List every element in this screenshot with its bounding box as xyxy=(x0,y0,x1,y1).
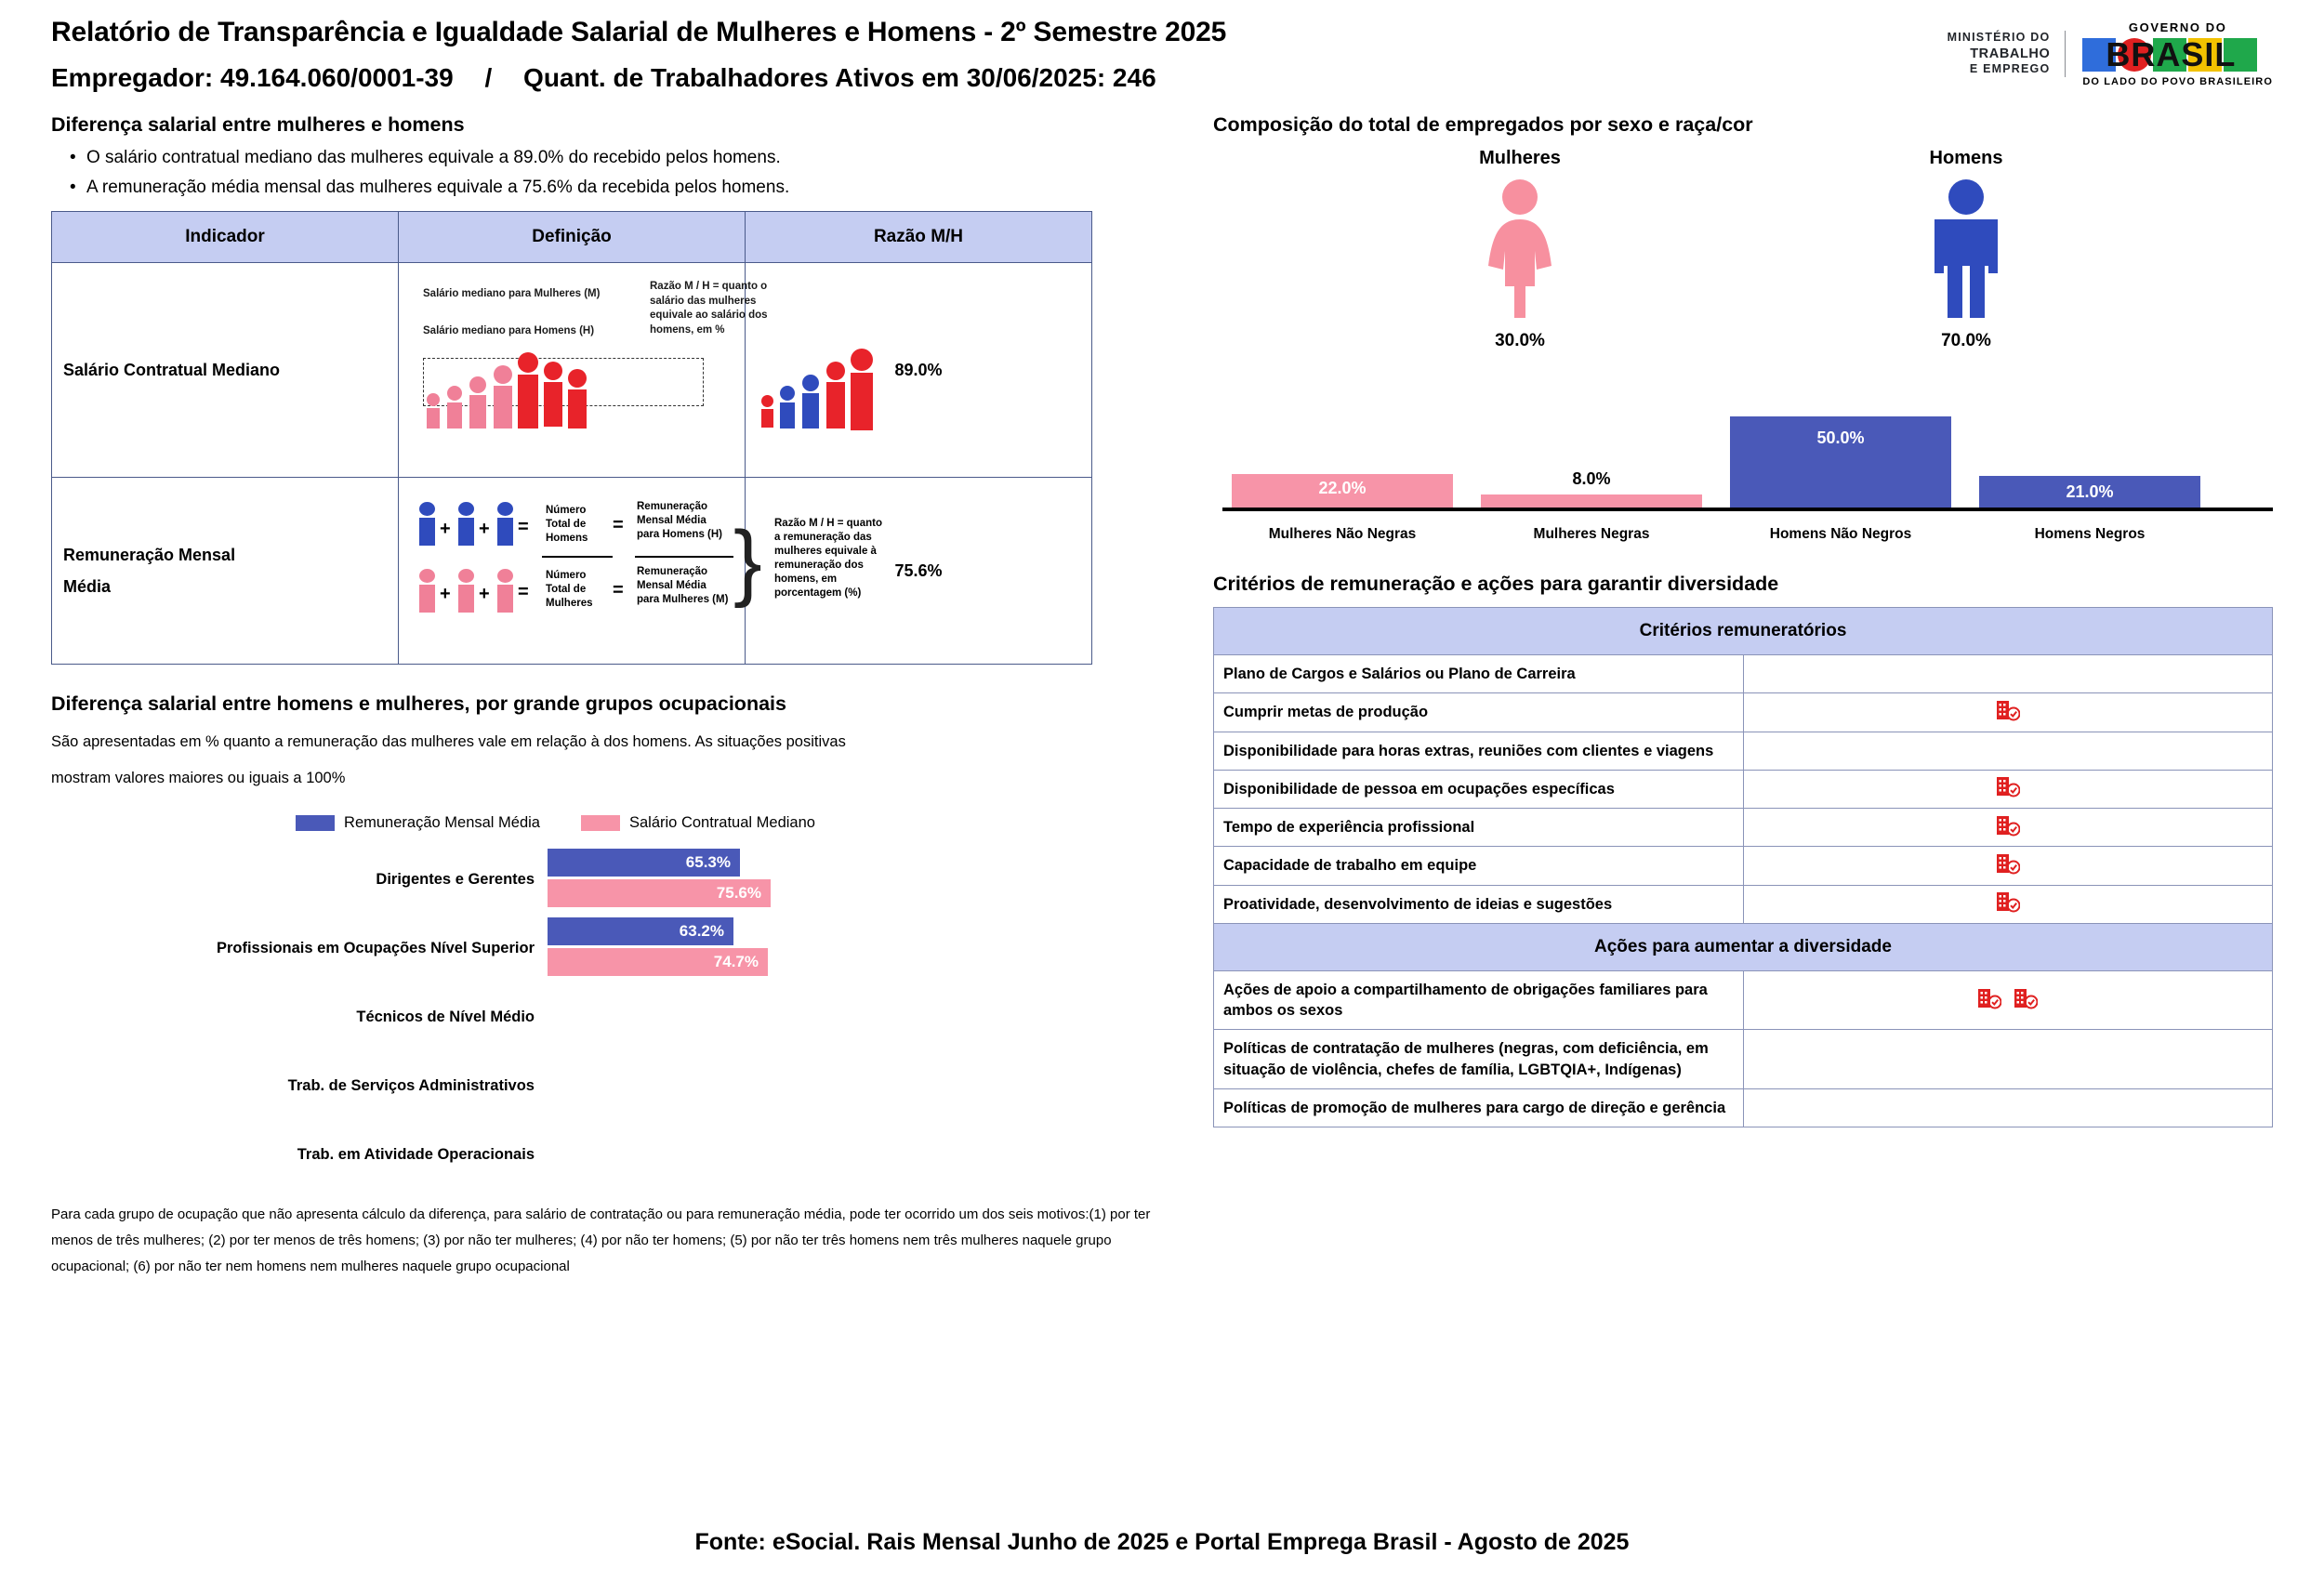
fraction-line-1 xyxy=(542,556,613,558)
equals-sign: = xyxy=(518,582,529,602)
salary-gap-bullet-1: • O salário contratual mediano das mulheres equivale a 89.0% do recebido pelos homens. xyxy=(86,148,1171,168)
salary-gap-title: Diferença salarial entre mulheres e homens xyxy=(51,113,465,136)
criteria-title: Critérios de remuneração e ações para garantir diversidade xyxy=(1213,573,1779,595)
col-ratio: Razão M/H xyxy=(746,212,1092,263)
check-building-icon xyxy=(1996,851,2020,876)
indicator-name-avg-remuneration xyxy=(52,478,399,665)
check-building-icon xyxy=(1977,986,2001,1010)
table-row xyxy=(1214,732,2273,770)
check-building-icon xyxy=(1996,890,2020,914)
pictogram-person xyxy=(447,386,462,429)
race-label-homens-negros: Homens Negros xyxy=(2034,526,2146,542)
women-figure-wrap xyxy=(1380,178,1659,318)
criteria-row-label-1: Plano de Cargos e Salários ou Plano de Carreira xyxy=(1214,655,1744,693)
occupational-title: Diferença salarial entre homens e mulheres, por grande grupos ocupacionais xyxy=(51,692,786,715)
race-chart-axis xyxy=(1222,508,2273,511)
occ-label-administrativos: Trab. de Serviços Administrativos xyxy=(287,1076,535,1094)
median-salary-diagram xyxy=(406,272,768,468)
occ-bars-administrativos xyxy=(548,1052,1171,1119)
criteria-row-label-4: Disponibilidade de pessoa em ocupações específicas xyxy=(1214,770,1744,808)
pictogram-person xyxy=(497,569,513,613)
occ-row-dirigentes xyxy=(51,845,1171,914)
indicator-name-median-salary: Salário Contratual Mediano xyxy=(52,263,399,478)
fraction-line-2 xyxy=(635,556,733,558)
race-value-homens-nao-negros: 50.0% xyxy=(1816,429,1865,447)
occupational-note-line2: mostram valores maiores ou iguais a 100% xyxy=(51,770,346,786)
criteria-row-mark-5 xyxy=(1743,809,2273,847)
race-label-mulheres-nao-negras: Mulheres Não Negras xyxy=(1268,526,1417,542)
left-column xyxy=(51,113,1171,1279)
occ-bars-tecnicos xyxy=(548,983,1171,1050)
pictogram-person xyxy=(419,569,435,613)
occupational-legend xyxy=(51,814,1171,832)
indicator-name-line2: Média xyxy=(63,577,112,596)
composition-title: Composição do total de empregados por sexo e raça/cor xyxy=(1213,113,1753,136)
gov-logo-brasil xyxy=(2082,36,2259,73)
actions-header-label: Ações para aumentar a diversidade xyxy=(1214,923,2273,970)
pictogram-person xyxy=(469,376,486,429)
diagram-dashed-box xyxy=(423,358,704,406)
criteria-row-mark-2 xyxy=(1743,693,2273,732)
women-label: Mulheres xyxy=(1479,148,1561,168)
table-row xyxy=(1214,809,2273,847)
diagram-label-men-median: Salário mediano para Homens (H) xyxy=(423,325,595,336)
pictogram-person xyxy=(419,502,435,546)
source-footer: Fonte: eSocial. Rais Mensal Junho de 2025 e Portal Emprega Brasil - Agosto de 2025 xyxy=(694,1529,1630,1555)
plus-sign: + xyxy=(440,519,451,539)
criteria-row-label-3: Disponibilidade para horas extras, reuniões com clientes e viagens xyxy=(1214,732,1744,770)
occ-label-profissionais: Profissionais em Ocupações Nível Superior xyxy=(216,939,535,956)
race-bar-homens-negros: 21.0% xyxy=(1979,476,2200,508)
legend-swatch-blue xyxy=(296,815,335,831)
indicator-ratio-median-salary: 89.0% xyxy=(746,263,1092,478)
legend-label-avg-remuneration: Remuneração Mensal Média xyxy=(344,814,540,831)
indicator-ratio-avg-remuneration: 75.6% xyxy=(746,478,1092,665)
salary-gap-bullets xyxy=(51,148,1171,198)
report-header xyxy=(51,0,2273,93)
occ-label-tecnicos: Técnicos de Nível Médio xyxy=(356,1008,535,1025)
pictogram-person xyxy=(497,502,513,546)
occ-bars-operacionais xyxy=(548,1121,1171,1188)
criteria-row-label-5: Tempo de experiência profissional xyxy=(1214,809,1744,847)
brace-symbol: } xyxy=(733,514,762,609)
occ-label-dirigentes: Dirigentes e Gerentes xyxy=(376,870,535,888)
criteria-row-label-2: Cumprir metas de produção xyxy=(1214,693,1744,732)
criteria-row-mark-3 xyxy=(1743,732,2273,770)
man-figure-icon xyxy=(1920,178,2013,318)
race-value-mulheres-negras: 8.0% xyxy=(1572,469,1611,488)
pictogram-person xyxy=(458,569,474,613)
action-row-label-2: Políticas de contratação de mulheres (negras, com deficiência, em situação de violência, chefes de família, LGBTQIA+, Indígenas) xyxy=(1214,1030,1744,1089)
indicator-table-header-row xyxy=(52,212,1092,263)
plus-sign: + xyxy=(440,584,451,604)
race-bar-mulheres-nao-negras: 22.0% xyxy=(1232,474,1453,508)
pictogram-person xyxy=(427,393,440,429)
legend-item-median-salary xyxy=(581,814,815,832)
equals-sign: = xyxy=(613,580,624,600)
employer-label: Empregador: 49.164.060/0001-39 xyxy=(51,63,454,92)
ministry-logo-line1: MINISTÉRIO DO xyxy=(1947,31,2051,45)
race-label-mulheres-negras: Mulheres Negras xyxy=(1533,526,1650,542)
ministry-logo xyxy=(1948,31,2067,76)
avg-remuneration-diagram xyxy=(406,487,882,654)
gov-logo-bottom: DO LADO DO POVO BRASILEIRO xyxy=(2082,76,2273,87)
diagram-women-count-label: Número Total de Mulheres xyxy=(546,570,593,609)
table-row xyxy=(1214,770,2273,808)
men-label: Homens xyxy=(1929,148,2003,168)
pictogram-person xyxy=(458,502,474,546)
gov-logo-word: BRASIL xyxy=(2106,35,2237,73)
occ-bar-median-profissionais: 74.7% xyxy=(548,948,768,976)
header-titles xyxy=(51,13,1226,93)
diagram-men-remuneration-label: Remuneração Mensal Média para Homens (H) xyxy=(637,501,723,540)
table-row xyxy=(1214,655,2273,693)
women-block xyxy=(1380,148,1659,351)
action-row-mark-3 xyxy=(1743,1088,2273,1127)
men-percentage: 70.0% xyxy=(1941,331,1991,350)
criteria-row-mark-4 xyxy=(1743,770,2273,808)
table-row xyxy=(1214,1030,2273,1089)
check-building-icon xyxy=(1996,813,2020,837)
occ-bars-dirigentes xyxy=(548,846,1171,913)
pictogram-person xyxy=(494,365,512,429)
occupational-note-line1: São apresentadas em % quanto a remuneração das mulheres vale em relação à dos homens. As situações positivas xyxy=(51,733,846,750)
criteria-header-label: Critérios remuneratórios xyxy=(1214,608,2273,655)
pictogram-person xyxy=(568,369,587,429)
content-columns xyxy=(51,113,2273,1279)
action-row-label-3: Políticas de promoção de mulheres para cargo de direção e gerência xyxy=(1214,1088,1744,1127)
occ-bar-avg-dirigentes: 65.3% xyxy=(548,849,740,877)
ministry-logo-line2: TRABALHO xyxy=(1970,46,2051,61)
indicator-name-line1: Remuneração Mensal xyxy=(63,545,236,564)
actions-header-row xyxy=(1214,923,2273,970)
criteria-row-label-7: Proatividade, desenvolvimento de ideias e sugestões xyxy=(1214,885,1744,923)
table-row xyxy=(52,263,1092,478)
race-composition-chart xyxy=(1213,374,2273,550)
race-label-homens-nao-negros: Homens Não Negros xyxy=(1769,526,1912,542)
women-percentage: 30.0% xyxy=(1495,331,1545,350)
action-row-label-1: Ações de apoio a compartilhamento de obrigações familiares para ambos os sexos xyxy=(1214,970,1744,1030)
logos xyxy=(1948,13,2273,87)
col-definition: Definição xyxy=(399,212,746,263)
occ-label-operacionais: Trab. em Atividade Operacionais xyxy=(297,1145,535,1163)
table-row xyxy=(1214,970,2273,1030)
occ-row-profissionais xyxy=(51,914,1171,982)
active-workers-label: Quant. de Trabalhadores Ativos em 30/06/2025: 246 xyxy=(523,63,1156,92)
diagram-label-women-median: Salário mediano para Mulheres (M) xyxy=(423,288,601,299)
plus-sign: + xyxy=(479,519,490,539)
diagram-women-remuneration-label: Remuneração Mensal Média para Mulheres (M) xyxy=(637,566,729,605)
occ-row-administrativos xyxy=(51,1051,1171,1120)
pictogram-person xyxy=(761,395,773,428)
indicator-definition-avg-remuneration xyxy=(399,478,882,665)
criteria-row-mark-6 xyxy=(1743,847,2273,885)
table-row xyxy=(52,478,1092,665)
indicator-definition-median-salary xyxy=(399,263,768,478)
criteria-header-row xyxy=(1214,608,2273,655)
header-separator: / xyxy=(484,63,493,92)
sex-composition xyxy=(1213,148,2273,351)
diagram-men-count-label: Número Total de Homens xyxy=(546,505,588,544)
government-logo xyxy=(2066,20,2273,87)
occ-bar-median-dirigentes: 75.6% xyxy=(548,879,771,907)
gov-logo-top: GOVERNO DO xyxy=(2128,20,2227,34)
action-row-mark-2 xyxy=(1743,1030,2273,1089)
legend-item-avg-remuneration xyxy=(296,814,540,832)
occupational-footnote: Para cada grupo de ocupação que não apresenta cálculo da diferença, para salário de contratação ou para remuneração média, pode ter ocorrido um dos seis motivos:(1) por ter menos de três mulheres; (2) por ter menos de três homens; (3) por não ter mulheres; (4) por não ter homens; (5) por não ter três homens nem três mulheres naquele grupo ocupacional; (6) por não ter nem homens nem mulheres naquele grupo ocupacional xyxy=(51,1206,1151,1274)
men-figure-wrap xyxy=(1827,178,2106,318)
pictogram-person xyxy=(518,352,538,429)
woman-figure-icon xyxy=(1473,178,1566,318)
page-title: Relatório de Transparência e Igualdade Salarial de Mulheres e Homens - 2º Semestre 2025 xyxy=(51,17,1227,47)
race-bar-mulheres-negras xyxy=(1481,494,1702,508)
action-row-mark-1 xyxy=(1743,970,2273,1030)
equals-sign: = xyxy=(518,517,529,537)
table-row xyxy=(1214,847,2273,885)
pictogram-person xyxy=(780,386,795,429)
check-building-icon xyxy=(2014,986,2038,1010)
race-bar-homens-nao-negros xyxy=(1730,416,1951,508)
check-building-icon xyxy=(1996,698,2020,722)
criteria-row-mark-1 xyxy=(1743,655,2273,693)
table-row xyxy=(1214,1088,2273,1127)
ministry-logo-line3: E EMPREGO xyxy=(1969,62,2051,76)
check-building-icon xyxy=(1996,774,2020,798)
table-row xyxy=(1214,885,2273,923)
occ-bars-profissionais xyxy=(548,915,1171,982)
occ-bar-avg-profissionais: 63.2% xyxy=(548,917,733,945)
diagram-label-ratio-median: Razão M / H = quanto o salário das mulheres equivale ao salário dos homens, em % xyxy=(650,281,768,336)
employer-line xyxy=(51,63,1226,93)
criteria-row-mark-7 xyxy=(1743,885,2273,923)
right-column xyxy=(1171,113,2273,1279)
men-block xyxy=(1827,148,2106,351)
legend-label-median-salary: Salário Contratual Mediano xyxy=(629,814,815,831)
pictogram-person xyxy=(802,375,819,429)
pictogram-person xyxy=(544,362,562,427)
pictogram-person xyxy=(851,349,873,430)
occ-row-operacionais xyxy=(51,1120,1171,1189)
plus-sign: + xyxy=(479,584,490,604)
occ-row-tecnicos xyxy=(51,982,1171,1051)
pictogram-person xyxy=(826,362,845,429)
col-indicator: Indicador xyxy=(52,212,399,263)
legend-swatch-pink xyxy=(581,815,620,831)
equals-sign: = xyxy=(613,515,624,535)
table-row xyxy=(1214,693,2273,732)
criteria-table xyxy=(1213,607,2273,1127)
criteria-row-label-6: Capacidade de trabalho em equipe xyxy=(1214,847,1744,885)
diagram-label-ratio-avg: Razão M / H = quanto a remuneração das mulheres equivale à remuneração dos homens, em porcentagem (%) xyxy=(774,518,882,599)
occupational-chart xyxy=(51,845,1171,1189)
indicator-table xyxy=(51,211,1092,665)
salary-gap-bullet-2: • A remuneração média mensal das mulheres equivale a 75.6% da recebida pelos homens. xyxy=(86,178,1171,198)
